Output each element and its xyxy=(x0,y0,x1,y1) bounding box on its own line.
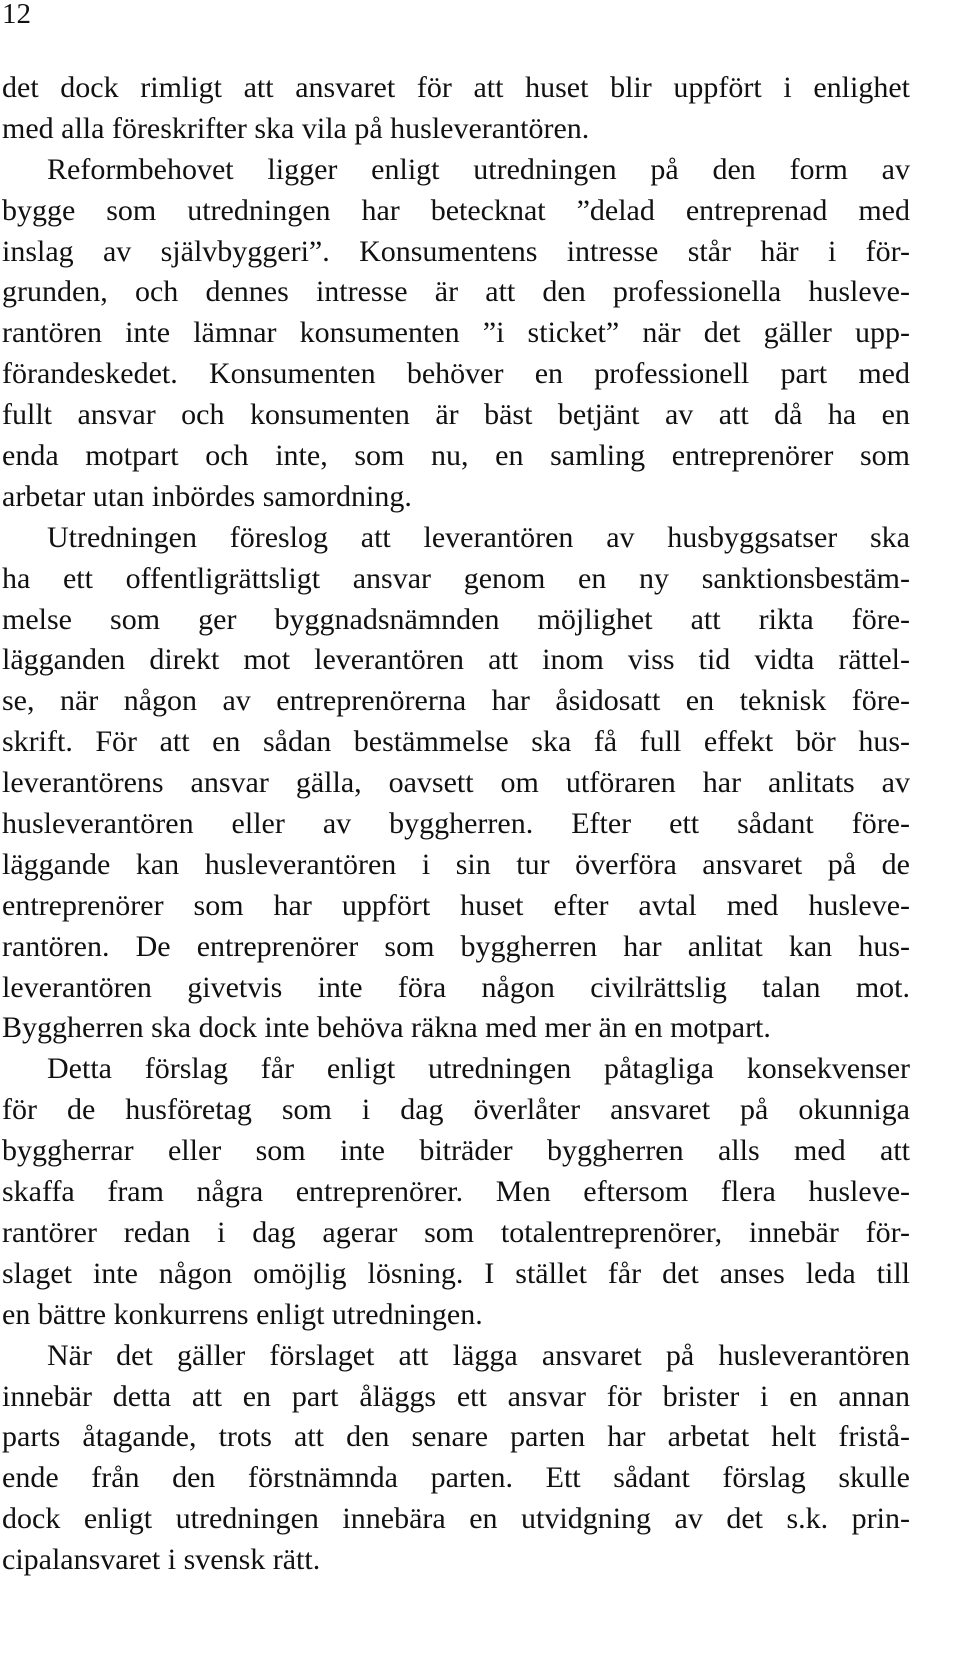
text-line: leverantörens ansvar gälla, oavsett om utföraren har anlitats av xyxy=(2,766,910,800)
text-line: ende från den förstnämnda parten. Ett sådant förslag skulle xyxy=(2,1461,910,1495)
text-line: arbetar utan inbördes samordning. xyxy=(2,479,412,513)
text-line: Byggherren ska dock inte behöva räkna med mer än en motpart. xyxy=(2,1011,771,1045)
text-line: cipalansvaret i svensk rätt. xyxy=(2,1543,321,1577)
text-line: När det gäller förslaget att lägga ansvaret på husleverantören xyxy=(47,1338,910,1372)
text-line: se, när någon av entreprenörerna har åsidosatt en teknisk före- xyxy=(2,684,910,718)
text-line: Detta förslag får enligt utredningen påtagliga konsekvenser xyxy=(47,1052,910,1086)
text-line: rantören. De entreprenörer som byggherren har anlitat kan hus- xyxy=(2,929,910,963)
text-line: en bättre konkurrens enligt utredningen. xyxy=(2,1297,483,1331)
text-line: fullt ansvar och konsumenten är bäst betjänt av att då ha en xyxy=(2,398,910,432)
text-line: det dock rimligt att ansvaret för att huset blir uppfört i enlighet xyxy=(2,71,910,104)
text-line: skrift. För att en sådan bestämmelse ska få full effekt bör hus- xyxy=(2,725,910,759)
text-line: entreprenörer som har uppfört huset efter avtal med husleve- xyxy=(2,888,910,922)
text-line: ha ett offentligrättsligt ansvar genom en ny sanktionsbestäm- xyxy=(2,561,910,595)
text-line: skaffa fram några entreprenörer. Men eftersom flera husleve- xyxy=(2,1175,910,1209)
body-text xyxy=(2,68,910,1581)
text-line: för de husföretag som i dag överlåter ansvaret på okunniga xyxy=(2,1093,910,1127)
text-line: parts åtagande, trots att den senare parten har arbetat helt fristå- xyxy=(2,1420,910,1454)
text-line: leverantören givetvis inte föra någon civilrättslig talan mot. xyxy=(2,970,910,1004)
text-line: innebär detta att en part åläggs ett ansvar för brister i en annan xyxy=(2,1379,910,1413)
text-line: med alla föreskrifter ska vila på husleverantören. xyxy=(2,111,590,145)
text-line: rantörer redan i dag agerar som totalentreprenörer, innebär för- xyxy=(2,1215,910,1249)
text-line: inslag av självbyggeri”. Konsumentens intresse står här i för- xyxy=(2,234,910,268)
text-line: bygge som utredningen har betecknat ”delad entreprenad med xyxy=(2,193,910,227)
text-line: slaget inte någon omöjlig lösning. I stället får det anses leda till xyxy=(2,1256,910,1290)
text-line: Utredningen föreslog att leverantören av husbyggsatser ska xyxy=(47,520,910,554)
text-line: husleverantören eller av byggherren. Efter ett sådant före- xyxy=(2,807,910,841)
text-line: melse som ger byggnadsnämnden möjlighet att rikta före- xyxy=(2,602,910,636)
text-line: läggande kan husleverantören i sin tur överföra ansvaret på de xyxy=(2,847,910,881)
text-line: Reformbehovet ligger enligt utredningen på den form av xyxy=(47,152,910,186)
text-line: grunden, och dennes intresse är att den professionella huslеve- xyxy=(2,275,910,309)
text-line: lägganden direkt mot leverantören att inom viss tid vidta rättel- xyxy=(2,643,910,677)
text-line: rantören inte lämnar konsumenten ”i sticket” när det gäller upp- xyxy=(2,316,910,350)
page-number: 12 xyxy=(2,0,31,30)
text-line: förandeskedet. Konsumenten behöver en professionell part med xyxy=(2,357,910,391)
text-line: dock enligt utredningen innebära en utvidgning av det s.k. prin- xyxy=(2,1502,910,1536)
text-line: byggherrar eller som inte biträder byggherren alls med att xyxy=(2,1134,910,1168)
text-line: enda motpart och inte, som nu, en samling entreprenörer som xyxy=(2,439,910,473)
